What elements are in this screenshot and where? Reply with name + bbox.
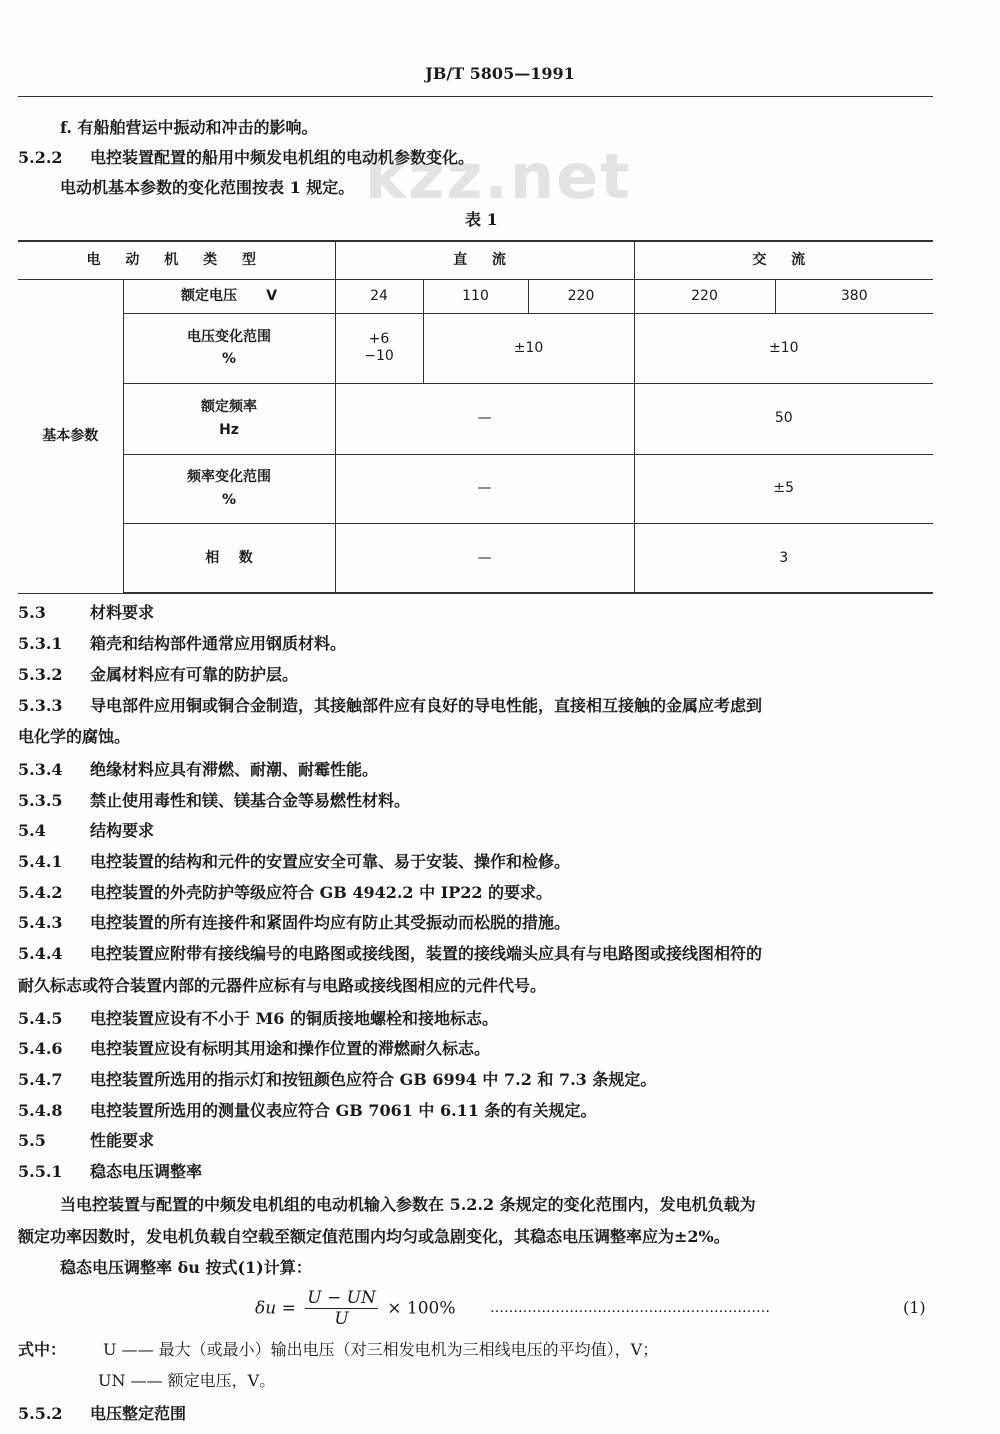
clause-number: 5.4.8: [18, 1101, 63, 1120]
clause-line: [18, 1034, 490, 1064]
clause-5-5-2: [18, 1399, 186, 1429]
numerator: U − UN: [307, 1288, 376, 1308]
item-f: f. 有船舶营运中振动和冲击的影响。: [60, 118, 318, 137]
clause-text: 结构要求: [90, 821, 155, 840]
cell-ac-380: 380: [775, 279, 933, 313]
cell-dc-24-range: +6 −10: [335, 313, 423, 383]
formula-1: [255, 1288, 456, 1329]
clause-line: [18, 660, 298, 690]
clause-line: [18, 629, 346, 659]
unit-text: Hz: [219, 421, 239, 438]
clause-line: [18, 786, 410, 816]
clause-line: [18, 878, 552, 908]
clause-number: 5.2.2: [18, 148, 63, 167]
clause-line: [18, 598, 154, 628]
clause-number: 5.4.1: [18, 852, 63, 871]
clause-text: 材料要求: [90, 603, 155, 622]
formula-lhs: δu =: [255, 1298, 296, 1319]
label-text: 额定频率: [201, 399, 257, 416]
label-text: 频率变化范围: [187, 469, 271, 486]
clause-number: 5.4.4: [18, 944, 63, 963]
clause-line: [18, 971, 546, 1001]
clause-text: 性能要求: [90, 1131, 155, 1150]
clause-text: 电控装置所选用的测量仪表应符合 GB 7061 中 6.11 条的有关规定。: [90, 1101, 597, 1120]
motor-parameter-table: [18, 240, 933, 594]
clause-5-2-2: [18, 143, 474, 173]
standard-header: JB/T 5805—1991: [425, 64, 575, 83]
clause-number: 5.4.6: [18, 1039, 63, 1058]
clause-text: 电压整定范围: [90, 1404, 187, 1423]
formula-number: (1): [903, 1298, 926, 1317]
cell-ac-range: ±10: [634, 313, 933, 383]
table-intro: 电动机基本参数的变化范围按表 1 规定。: [60, 178, 355, 197]
cell-dc-frequency: —: [335, 383, 634, 454]
clause-number: 5.4.3: [18, 913, 63, 932]
cell-dc-phases: —: [335, 523, 634, 593]
clause-text: 电控装置应设有不小于 M6 的铜质接地螺栓和接地标志。: [90, 1009, 498, 1028]
label-rated-frequency: [123, 383, 335, 454]
formula-dots: ……………………………………………………: [490, 1300, 770, 1316]
cell-dc-24: 24: [335, 279, 423, 313]
cell-dc-frequency-range: —: [335, 454, 634, 523]
group-basic-params: 基本参数: [18, 279, 123, 593]
clause-number: 5.3.3: [18, 696, 63, 715]
clause-text: 箱壳和结构部件通常应用钢质材料。: [90, 634, 347, 653]
clause-line: [18, 1096, 597, 1126]
clause-number: 5.5.2: [18, 1404, 63, 1423]
clause-number: 5.3.1: [18, 634, 63, 653]
unit-text: %: [221, 351, 237, 367]
unit-text: %: [221, 491, 237, 508]
denominator: U: [334, 1309, 349, 1329]
clause-text: 电控装置的结构和元件的安置应安全可靠、易于安装、操作和检修。: [90, 852, 571, 871]
label-voltage-range: [123, 313, 335, 383]
cell-ac-frequency: 50: [634, 383, 933, 454]
paragraph-line: 额定功率因数时，发电机负载自空载至额定值范围内均匀或急剧变化，其稳态电压调整率应为±2%。: [18, 1227, 730, 1246]
where-un: UN —— 额定电压，V。: [98, 1371, 276, 1390]
clause-number: 5.3.2: [18, 665, 63, 684]
header-dc: 直 流: [335, 241, 634, 279]
clause-number: 5.5.1: [18, 1162, 63, 1181]
clause-number: 5.4.2: [18, 883, 63, 902]
cell-ac-frequency-range: ±5: [634, 454, 933, 523]
label-frequency-range: [123, 454, 335, 523]
clause-number: 5.5: [18, 1131, 46, 1150]
clause-text: 电控装置所选用的指示灯和按钮颜色应符合 GB 6994 中 7.2 和 7.3 条规定。: [90, 1070, 657, 1089]
clause-line: [18, 908, 570, 938]
paragraph-line: 当电控装置与配置的中频发电机组的电动机输入参数在 5.2.2 条规定的变化范围内，发电机负载为: [60, 1195, 756, 1214]
cell-ac-phases: 3: [634, 523, 933, 593]
paragraph-line: 稳态电压调整率 δu 按式(1)计算：: [60, 1258, 312, 1277]
clause-text: 稳态电压调整率: [90, 1162, 203, 1181]
label-text: 电压变化范围: [187, 328, 271, 345]
clause-line: [18, 1126, 154, 1156]
cell-dc-220: 220: [528, 279, 634, 313]
clause-line: [18, 1157, 202, 1187]
cell-dc-110: 110: [423, 279, 528, 313]
clause-line: [18, 939, 762, 969]
clause-line: [18, 1004, 498, 1034]
clause-line: [18, 722, 130, 752]
clause-text: 电控装置的外壳防护等级应符合 GB 4942.2 中 IP22 的要求。: [90, 883, 553, 902]
header-motor-type: 电 动 机 类 型: [18, 241, 335, 279]
clause-number: 5.3.5: [18, 791, 63, 810]
clause-number: 5.4.7: [18, 1070, 63, 1089]
clause-line: [18, 691, 762, 721]
clause-text: 电控装置的所有连接件和紧固件均应有防止其受振动而松脱的措施。: [90, 913, 571, 932]
clause-text: 电化学的腐蚀。: [18, 727, 131, 746]
clause-line: [18, 755, 378, 785]
clause-line: [18, 1065, 656, 1095]
header-rule: [18, 96, 933, 97]
clause-text: 电控装置应附带有接线编号的电路图或接线图，装置的接线端头应具有与电路图或接线图相符的: [90, 944, 763, 963]
watermark: kzz.net: [365, 140, 632, 213]
header-ac: 交 流: [634, 241, 933, 279]
clause-text: 耐久标志或符合装置内部的元器件应标有与电路或接线图相应的元件代号。: [18, 976, 547, 995]
table-caption: 表 1: [465, 210, 498, 229]
clause-line: [18, 816, 154, 846]
formula-fraction: [305, 1288, 378, 1329]
clause-number: 5.3: [18, 603, 46, 622]
clause-text: 金属材料应有可靠的防护层。: [90, 665, 299, 684]
clause-text: 导电部件应用铜或铜合金制造，其接触部件应有良好的导电性能，直接相互接触的金属应考虑到: [90, 696, 763, 715]
clause-number: 5.4: [18, 821, 46, 840]
formula-rhs: × 100%: [387, 1298, 456, 1319]
clause-number: 5.3.4: [18, 760, 63, 779]
clause-line: [18, 847, 570, 877]
clause-text: 禁止使用毒性和镁、镁基合金等易燃性材料。: [90, 791, 411, 810]
label-rated-voltage: 额定电压 V: [123, 279, 335, 313]
clause-text: 电控装置应设有标明其用途和操作位置的滞燃耐久标志。: [90, 1039, 491, 1058]
clause-text: 绝缘材料应具有滞燃、耐潮、耐霉性能。: [90, 760, 379, 779]
label-phases: 相 数: [123, 523, 335, 593]
where-label: 式中：: [18, 1340, 67, 1359]
clause-number: 5.4.5: [18, 1009, 63, 1028]
cell-ac-220: 220: [634, 279, 775, 313]
cell-dc-range: ±10: [423, 313, 634, 383]
clause-text: 电控装置配置的船用中频发电机组的电动机参数变化。: [90, 148, 475, 167]
where-u: U —— 最大（或最小）输出电压（对三相发电机为三相线电压的平均值），V；: [103, 1340, 659, 1359]
